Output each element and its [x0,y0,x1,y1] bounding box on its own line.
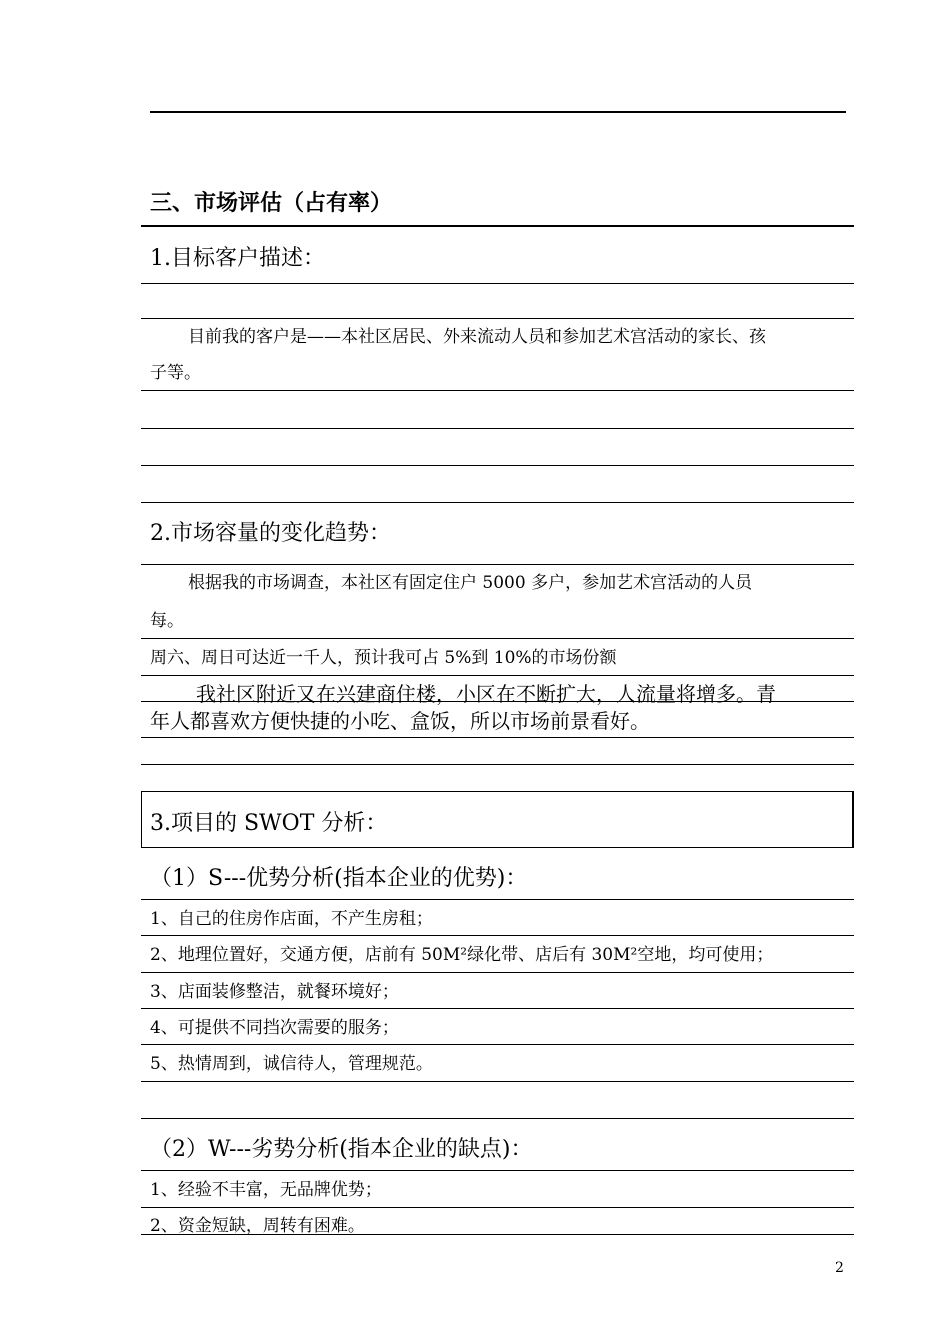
s1-text-line1: 目前我的客户是——本社区居民、外来流动人员和参加艺术宫活动的家长、孩 [188,327,766,347]
weaknesses-heading: （2）W---劣势分析(指本企业的缺点)： [150,1137,533,1162]
rule [141,972,854,973]
rule [141,465,854,466]
rule [141,638,854,639]
strengths-heading: （1）S---优势分析(指本企业的优势)： [150,866,528,891]
s2-p1-line1: 根据我的市场调查，本社区有固定住户 5000 多户，参加艺术宫活动的人员 [188,573,753,593]
rule [141,675,854,676]
rule [141,1044,854,1045]
rule [141,502,854,503]
header-rule [150,111,846,113]
rule [141,1008,854,1009]
s1-text-line2: 子等。 [150,363,201,383]
rule [141,1170,854,1171]
s2-p1-line2: 每。 [150,611,184,631]
s1-heading: 1.目标客户描述： [150,246,325,271]
rule [141,1234,854,1235]
s2-p3-line1: 我社区附近又在兴建商住楼，小区在不断扩大，人流量将增多。青 [196,682,776,706]
strength-item: 4、可提供不同挡次需要的服务； [150,1018,399,1038]
rule [141,899,854,900]
rule [141,764,854,765]
rule [141,1081,854,1082]
rule [141,737,854,738]
strength-item: 3、店面装修整洁，就餐环境好； [150,982,399,1002]
s2-heading: 2.市场容量的变化趋势： [150,521,391,546]
rule [141,1207,854,1208]
rule [141,318,854,319]
strength-item: 1、自己的住房作店面，不产生房租； [150,909,433,929]
strength-item: 2、地理位置好，交通方便，店前有 50M²绿化带、店后有 30M²空地，均可使用； [150,945,774,965]
rule [141,935,854,936]
rule [141,564,854,565]
rule [141,1118,854,1119]
s3-heading: 3.项目的 SWOT 分析： [150,811,388,836]
weakness-item: 2、资金短缺，周转有困难。 [150,1216,365,1236]
weakness-item: 1、经验不丰富，无品牌优势； [150,1180,382,1200]
rule [141,390,854,391]
page-number: 2 [835,1260,844,1276]
rule [141,283,854,284]
rule [141,428,854,429]
s2-p2: 周六、周日可达近一千人，预计我可占 5%到 10%的市场份额 [150,648,617,668]
section-title: 三、市场评估（占有率） [150,191,393,216]
s2-p3-line2: 年人都喜欢方便快捷的小吃、盒饭，所以市场前景看好。 [150,709,650,733]
rule [141,701,854,702]
strength-item: 5、热情周到，诚信待人，管理规范。 [150,1054,433,1074]
section-title-rule [141,225,854,227]
